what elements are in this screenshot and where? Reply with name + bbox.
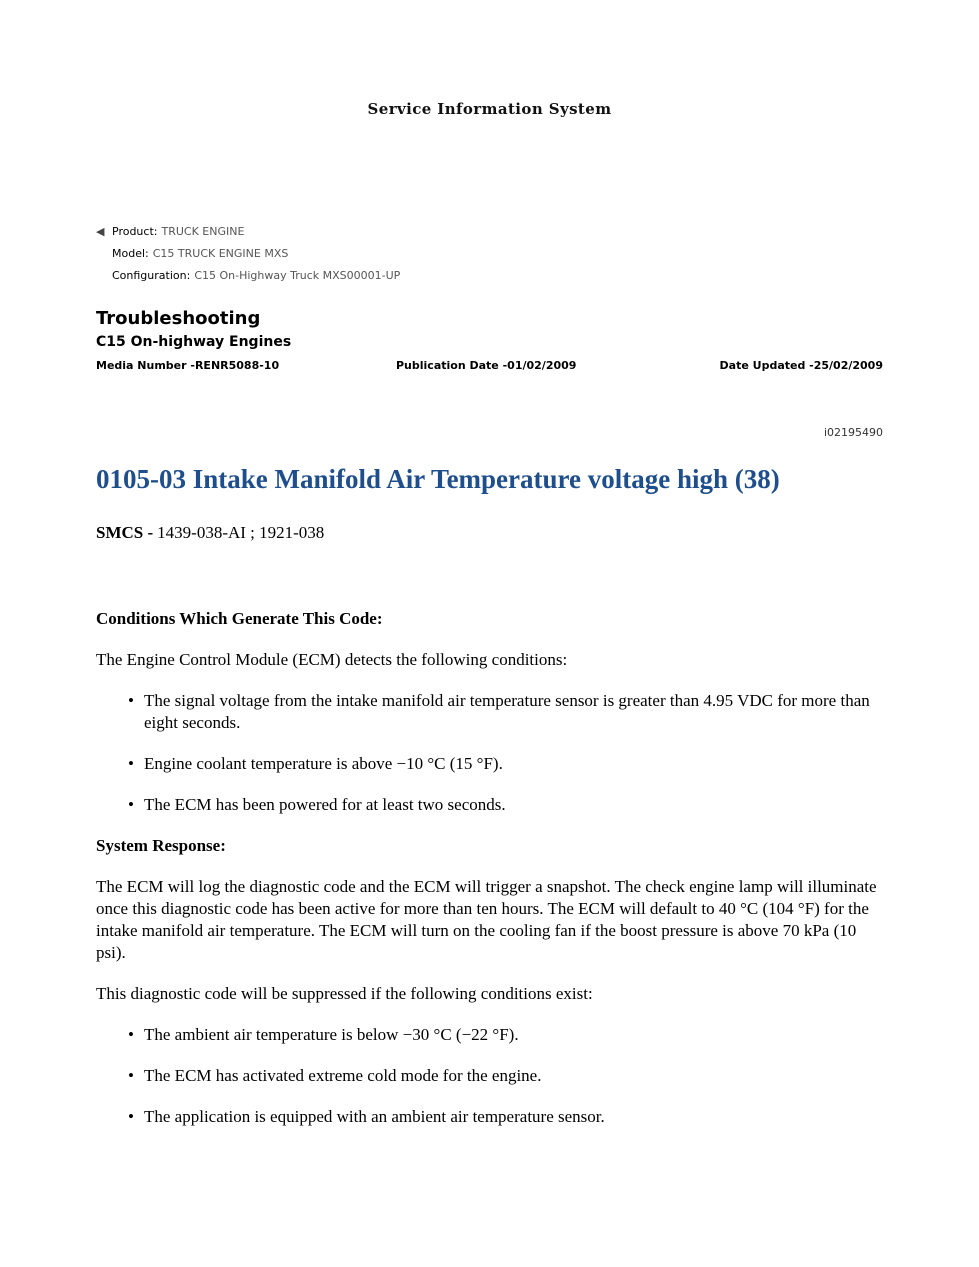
response-heading: System Response:: [96, 836, 226, 855]
list-item-text: The ambient air temperature is below −30 °C (−22 °F).: [144, 1025, 519, 1044]
list-item: [96, 690, 886, 734]
page-title: 0105-03 Intake Manifold Air Temperature voltage high (38): [96, 464, 780, 494]
list-item-text: Engine coolant temperature is above −10 °C (15 °F).: [144, 754, 503, 773]
media-number: Media Number -RENR5088-10: [96, 359, 280, 372]
list-item-text: The ECM has activated extreme cold mode for the engine.: [144, 1066, 542, 1085]
list-item: [96, 1065, 886, 1087]
smcs-value: 1439-038-AI ; 1921-038: [157, 523, 325, 542]
bullet: •: [128, 1107, 134, 1126]
list-item-text: The ECM has been powered for at least two seconds.: [144, 795, 506, 814]
bullet: •: [128, 754, 134, 773]
bullet: •: [128, 795, 134, 814]
list-item: [96, 794, 886, 816]
conditions-list: [96, 690, 886, 816]
product-row: [96, 224, 400, 246]
article-body: [96, 522, 886, 1128]
conditions-intro: The Engine Control Module (ECM) detects the following conditions:: [96, 650, 568, 669]
model-row: [96, 246, 400, 268]
product-value: TRUCK ENGINE: [161, 225, 245, 238]
document-subtitle: C15 On-highway Engines: [96, 334, 292, 350]
configuration-row: [96, 268, 400, 290]
response-text: The ECM will log the diagnostic code and the ECM will trigger a snapshot. The check engine lamp will illuminate once this diagnostic code has been active for more than ten hours. The ECM will default to 40 °C (104 °F) for the intake manifold air temperature. The ECM will turn on the cooling fan if the boost pressure is above 70 kPa (10 psi).: [96, 877, 877, 962]
publication-date: Publication Date -01/02/2009: [396, 359, 577, 372]
collapse-icon[interactable]: ◀: [96, 225, 105, 238]
document-id: i02195490: [823, 426, 883, 439]
smcs-line: [96, 522, 886, 544]
smcs-label: SMCS -: [96, 523, 154, 542]
product-label: Product:: [112, 225, 158, 238]
document-type: Troubleshooting: [96, 308, 261, 329]
list-item: [96, 753, 886, 775]
list-item-text: The application is equipped with an ambient air temperature sensor.: [144, 1107, 605, 1126]
list-item: [96, 1106, 886, 1128]
configuration-value: C15 On-Highway Truck MXS00001-UP: [194, 269, 401, 282]
product-metadata: [96, 224, 400, 290]
suppressed-list: [96, 1024, 886, 1128]
bullet: •: [128, 1066, 134, 1085]
model-value: C15 TRUCK ENGINE MXS: [152, 247, 289, 260]
date-updated: Date Updated -25/02/2009: [719, 359, 883, 372]
model-label: Model:: [112, 247, 149, 260]
bullet: •: [128, 1025, 134, 1044]
bullet: •: [128, 691, 134, 710]
publication-info: [96, 359, 883, 375]
suppressed-intro: This diagnostic code will be suppressed if the following conditions exist:: [96, 984, 593, 1003]
list-item-text: The signal voltage from the intake manifold air temperature sensor is greater than 4.95 VDC for more than eight seconds.: [144, 691, 870, 732]
configuration-label: Configuration:: [112, 269, 191, 282]
conditions-heading: Conditions Which Generate This Code:: [96, 609, 383, 628]
list-item: [96, 1024, 886, 1046]
system-title: Service Information System: [367, 100, 612, 118]
